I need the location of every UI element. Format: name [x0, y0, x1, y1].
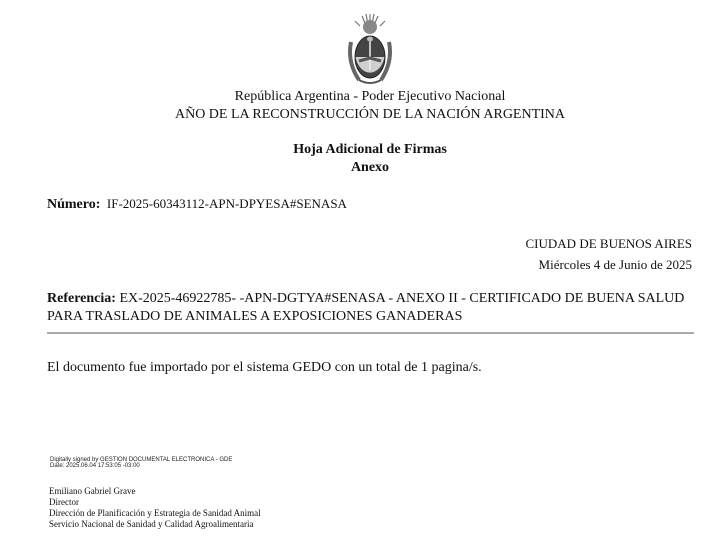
- argentina-coat-of-arms-icon: [345, 12, 395, 86]
- referencia-line-2: PARA TRASLADO DE ANIMALES A EXPOSICIONES GANADERAS: [47, 309, 463, 324]
- document-title: Hoja Adicional de Firmas: [293, 142, 447, 157]
- referencia-line-1: [47, 291, 684, 307]
- document-subtitle: Anexo: [350, 160, 390, 175]
- signer-role: Director: [49, 497, 79, 507]
- referencia-label: Referencia:: [47, 291, 116, 306]
- signer-name: Emiliano Gabriel Grave: [49, 486, 136, 496]
- referencia-value: EX-2025-46922785- -APN-DGTYA#SENASA - ANEXO II - CERTIFICADO DE BUENA SALUD: [119, 291, 685, 306]
- body-text: El documento fue importado por el sistema GEDO con un total de 1 pagina/s.: [47, 360, 482, 375]
- numero-value: IF-2025-60343112-APN-DPYESA#SENASA: [106, 196, 347, 211]
- date: Miércoles 4 de Junio de 2025: [538, 257, 692, 272]
- signer-unit: Dirección de Planificación y Estrategia de Sanidad Animal: [49, 508, 261, 518]
- signer-agency: Servicio Nacional de Sanidad y Calidad Agroalimentaria: [49, 519, 254, 529]
- header-line-2: AÑO DE LA RECONSTRUCCIÓN DE LA NACIÓN ARGENTINA: [174, 107, 566, 122]
- digital-signature-line-1: Digitally signed by GESTION DOCUMENTAL ELECTRONICA - GDE: [50, 457, 233, 463]
- numero-row: [47, 196, 347, 213]
- digital-signature-line-2: Date: 2025.06.04 17:53:05 -03:00: [50, 463, 140, 469]
- header-line-1: República Argentina - Poder Ejecutivo Nacional: [234, 89, 506, 104]
- city: CIUDAD DE BUENOS AIRES: [525, 236, 692, 251]
- numero-label: Número:: [47, 197, 101, 212]
- divider: [47, 332, 694, 334]
